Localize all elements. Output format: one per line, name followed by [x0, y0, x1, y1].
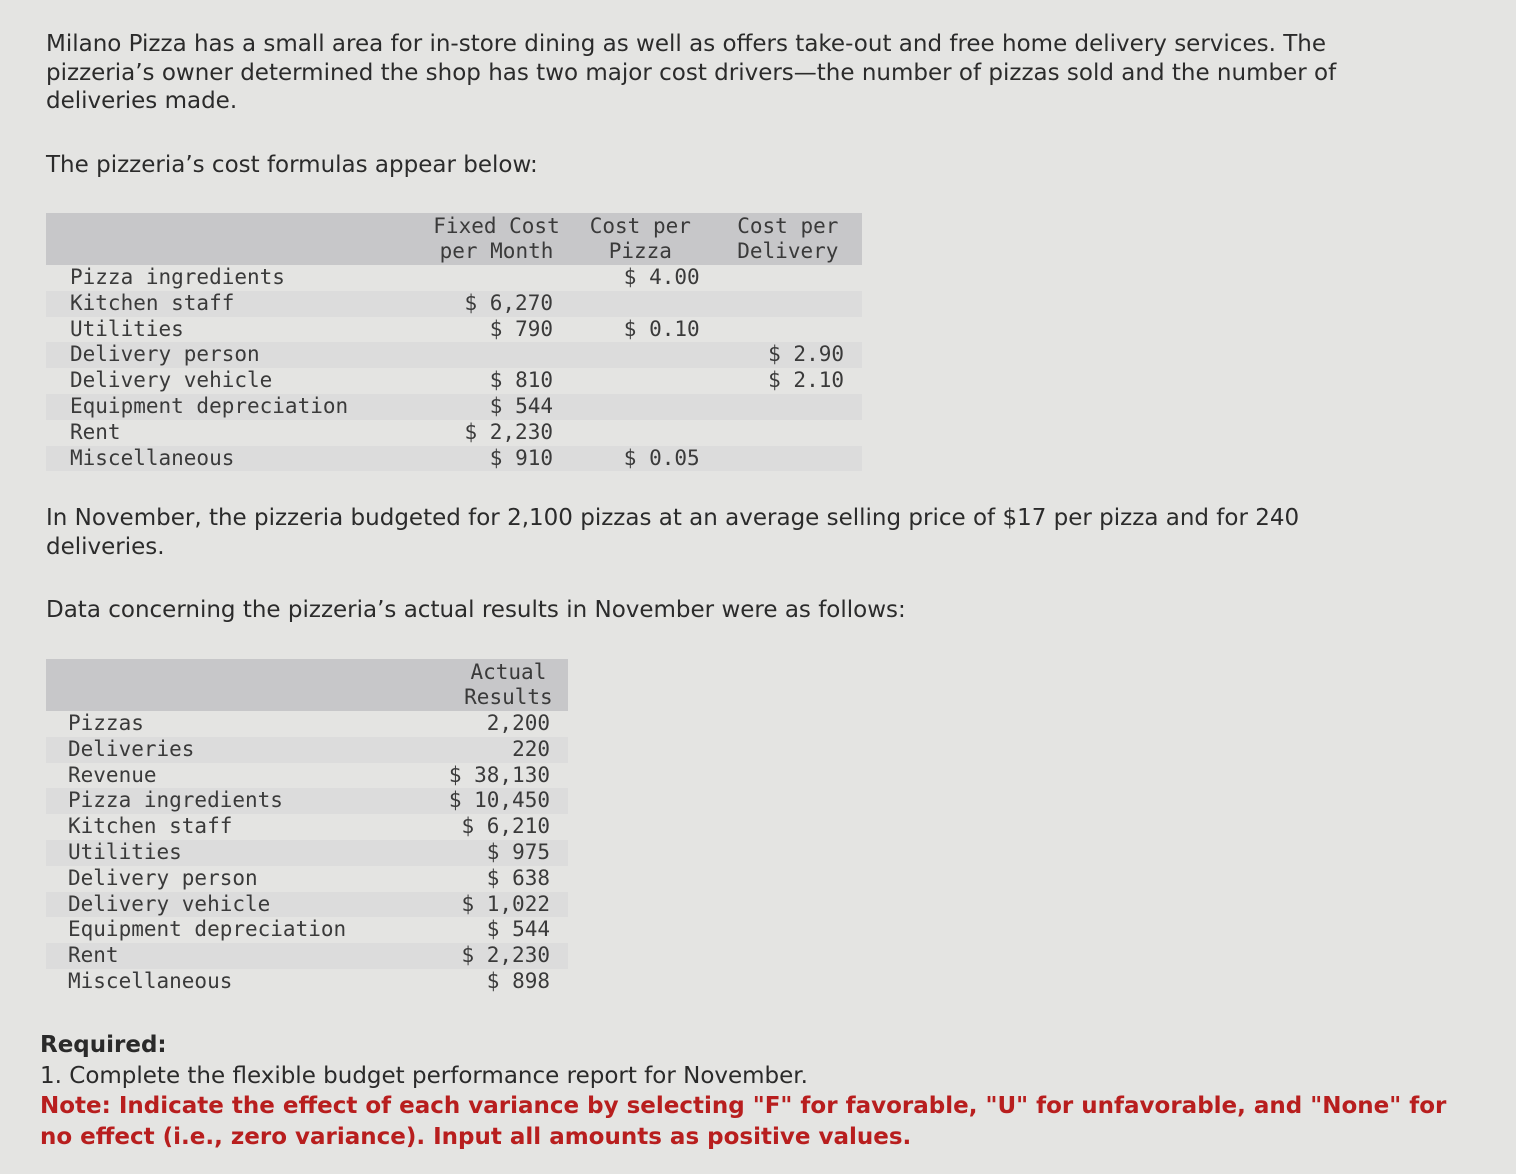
- header-blank: [46, 213, 426, 265]
- row-label: Equipment depreciation: [46, 394, 426, 420]
- cost-per-delivery-value: [714, 394, 862, 420]
- cost-per-delivery-value: [714, 446, 862, 472]
- cost-per-pizza-value: [567, 291, 714, 317]
- row-label: Delivery person: [46, 342, 426, 368]
- header-pizza-line2: Pizza: [608, 239, 672, 263]
- required-section: [40, 1030, 1460, 1152]
- header-delivery-line1: Cost per: [737, 214, 839, 238]
- header-cost-per-delivery: [714, 213, 862, 265]
- row-label: Pizza ingredients: [70, 265, 285, 289]
- budget-paragraph: In November, the pizzeria budgeted for 2,100 pizzas at an average selling price of $17 per pizza and for 240 deliveries.: [46, 505, 1300, 560]
- actual-table-header: [46, 659, 568, 711]
- actual-value: $ 975: [449, 840, 568, 866]
- row-label: Equipment depreciation: [68, 917, 347, 942]
- fixed-cost-value: $ 2,230: [464, 419, 553, 444]
- actual-value: $ 6,210: [461, 814, 550, 839]
- fixed-cost-value: $ 544: [426, 394, 567, 420]
- cost-per-pizza-value: $ 0.05: [567, 446, 714, 472]
- table-row: [46, 342, 862, 368]
- fixed-cost-value: [426, 265, 567, 291]
- actual-value: $ 544: [486, 917, 550, 942]
- header-delivery-line2: Delivery: [737, 239, 839, 263]
- table-row: [46, 814, 568, 840]
- row-label: Miscellaneous: [46, 446, 426, 472]
- header-blank: [46, 659, 449, 711]
- cost-per-delivery-value: [714, 420, 862, 446]
- cost-per-pizza-value: [567, 420, 714, 446]
- table-row: [46, 317, 862, 343]
- cost-per-delivery-value: $ 2.90: [714, 342, 862, 368]
- row-label: Delivery person: [68, 865, 258, 890]
- table-row: [46, 265, 862, 291]
- actual-value: 220: [449, 737, 568, 763]
- table-row: [46, 943, 568, 969]
- actual-results-table: [46, 659, 568, 995]
- row-label: Utilities: [70, 316, 184, 341]
- fixed-cost-value: $ 6,270: [426, 291, 567, 317]
- row-label: Delivery vehicle: [70, 368, 273, 393]
- header-fixed-line2: per Month: [439, 239, 554, 263]
- table-row: [46, 368, 862, 394]
- cost-per-pizza-value: $ 4.00: [623, 265, 700, 289]
- header-pizza-line1: Cost per: [589, 214, 691, 238]
- row-label: Miscellaneous: [68, 968, 233, 993]
- row-label: Rent: [70, 419, 121, 444]
- row-label: Deliveries: [46, 737, 449, 763]
- row-label: Utilities: [46, 840, 449, 866]
- row-label: Delivery vehicle: [46, 892, 449, 918]
- required-item-1: 1. Complete the flexible budget performance report for November.: [40, 1062, 808, 1089]
- cost-per-delivery-value: [714, 265, 862, 291]
- table-row: [46, 711, 568, 737]
- table-row: [46, 394, 862, 420]
- fixed-cost-value: $ 810: [489, 368, 553, 393]
- actual-value: 2,200: [486, 711, 550, 735]
- row-label: Rent: [46, 943, 449, 969]
- table-row: [46, 840, 568, 866]
- header-actual-results: [449, 659, 568, 711]
- table-row: [46, 446, 862, 472]
- intro-paragraph: Milano Pizza has a small area for in-store dining as well as offers take-out and free home delivery services. The pizzeria’s owner determined the shop has two major cost drivers—the number of pizzas sold and the number of deliveries made.: [46, 31, 1337, 114]
- cost-per-pizza-value: [567, 342, 714, 368]
- row-label: Kitchen staff: [46, 291, 426, 317]
- row-label: Revenue: [68, 762, 157, 787]
- header-cost-per-pizza: [567, 213, 714, 265]
- fixed-cost-value: [426, 342, 567, 368]
- table-row: [46, 763, 568, 789]
- table-row: [46, 892, 568, 918]
- table-row: [46, 291, 862, 317]
- header-actual-line2: Results: [464, 685, 553, 709]
- actual-value: $ 10,450: [449, 788, 568, 814]
- table-row: [46, 866, 568, 892]
- row-label: Pizzas: [68, 711, 144, 735]
- cost-per-delivery-value: [714, 317, 862, 343]
- actual-value: $ 1,022: [449, 892, 568, 918]
- required-note: Note: Indicate the effect of each variance by selecting "F" for favorable, "U" for unfavorable, and "None" for no effect (i.e., zero variance). Input all amounts as positive values.: [40, 1093, 1447, 1150]
- actual-value: $ 38,130: [448, 762, 550, 787]
- actual-intro: Data concerning the pizzeria’s actual results in November were as follows:: [46, 597, 906, 623]
- required-heading: Required:: [40, 1032, 167, 1058]
- header-fixed-line1: Fixed Cost: [433, 214, 560, 238]
- cost-table-header: [46, 213, 862, 265]
- row-label: Pizza ingredients: [46, 788, 449, 814]
- header-fixed-cost: [426, 213, 567, 265]
- cost-per-pizza-value: $ 0.10: [623, 316, 700, 341]
- cost-per-delivery-value: [714, 291, 862, 317]
- table-row: [46, 737, 568, 763]
- formulas-intro: The pizzeria’s cost formulas appear below:: [46, 152, 538, 178]
- table-row: [46, 420, 862, 446]
- fixed-cost-value: $ 790: [489, 316, 553, 341]
- cost-formulas-table: [46, 213, 862, 471]
- table-row: [46, 917, 568, 943]
- actual-value: $ 2,230: [449, 943, 568, 969]
- table-row: [46, 788, 568, 814]
- header-actual-line1: Actual: [470, 660, 547, 684]
- cost-per-pizza-value: [567, 368, 714, 394]
- actual-value: $ 638: [486, 865, 550, 890]
- fixed-cost-value: $ 910: [426, 446, 567, 472]
- table-row: [46, 969, 568, 995]
- row-label: Kitchen staff: [68, 814, 233, 839]
- cost-per-pizza-value: [567, 394, 714, 420]
- cost-per-delivery-value: $ 2.10: [768, 368, 844, 393]
- actual-value: $ 898: [486, 968, 550, 993]
